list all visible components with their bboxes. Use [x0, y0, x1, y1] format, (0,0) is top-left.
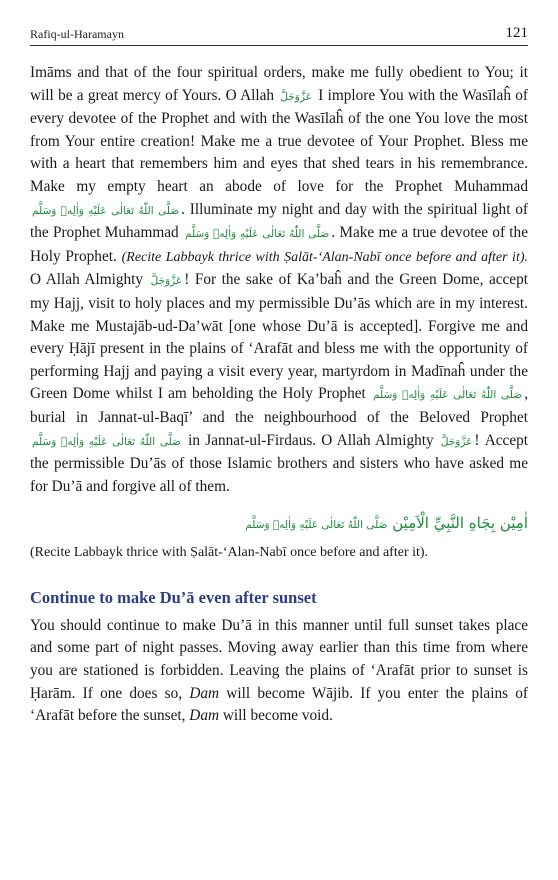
- honorific-azzawajal: عَزَّوَجَلَّ: [150, 275, 183, 288]
- page-body: [30, 62, 528, 728]
- ameen-text: اٰمِيْن بِجَاهِ النَّبِيِّ الْاَمِيْن: [392, 514, 528, 533]
- page-number: 121: [505, 25, 528, 41]
- text-segment: ! Accept the permissible Du’ās of those Islamic brothers and sisters who have asked me for Du’ā and forgive all of them.: [30, 431, 529, 495]
- text-segment: will become void.: [222, 707, 333, 725]
- text-segment: You should continue to make Du’ā in this manner until full sunset takes place and some part of night passes. Moving away earlier than this time from where you are stationed is forbidden. Leaving the plains of ‘Arafāt prior to sunset is Ḥarām. If one does so,: [30, 616, 528, 702]
- text-segment: I implore You with the Wasīlaĥ of every devotee of the Prophet and with the Wasīlaĥ of the one You love the most from Your entire creation! Make me a true devotee of Your Prophet. Bless me with a heart that remembers him and eyes that shed tears in his remembrance. Make my empty heart an abode of love for the Prophet Muhammad: [30, 86, 529, 195]
- text-segment: , burial in Jannat-ul-Baqī’ and the neighbourhood of the Beloved Prophet: [30, 385, 529, 426]
- honorific-sallallahu: صَلَّى اللّٰهُ تَعَالٰى عَلَيْهِ وَاٰلِهٖ وَسَلَّم: [184, 228, 330, 241]
- text-segment: Imāms and that of the four spiritual orders, make me fully obedient to You; it will be a great mercy of Yours. O Allah: [30, 64, 528, 104]
- honorific-azzawajal: عَزَّوَجَلَّ: [280, 90, 312, 103]
- italic-instruction: (Recite Labbayk thrice with Ṣalāt-‘Alan-Nabī once before and after it).: [121, 249, 528, 265]
- running-title: Rafiq-ul-Haramayn: [30, 27, 124, 41]
- honorific-sallallahu: صَلَّى اللّٰهُ تَعَالٰى عَلَيْهِ وَاٰلِهٖ وَسَلَّم: [32, 204, 180, 217]
- section-heading: Continue to make Du’ā even after sunset: [30, 587, 317, 607]
- text-segment: in Jannat-ul-Firdaus. O Allah Almighty: [188, 431, 434, 449]
- section-paragraph: [30, 615, 528, 728]
- ameen-honorific: صَلَّى اللّٰهُ تَعَالٰى عَلَيْهِ وَاٰلِهٖ وَسَلَّم: [245, 519, 388, 532]
- text-segment: will become Wājib. If you enter the plains of ‘Arafāt before the sunset,: [30, 684, 529, 725]
- term-dam: Dam: [189, 707, 220, 725]
- honorific-sallallahu: صَلَّى اللّٰهُ تَعَالٰى عَلَيْهِ وَاٰلِهٖ وَسَلَّم: [373, 389, 523, 402]
- page-header: [30, 18, 528, 46]
- honorific-sallallahu: صَلَّى اللّٰهُ تَعَالٰى عَلَيْهِ وَاٰلِهٖ وَسَلَّم: [32, 435, 181, 448]
- ameen-line: [30, 510, 528, 538]
- text-segment: . Illuminate my night and day with the spiritual light of the Prophet Muhammad: [30, 200, 528, 242]
- term-dam: Dam: [189, 684, 220, 702]
- main-paragraph: [30, 62, 528, 498]
- text-segment: O Allah Almighty: [30, 271, 144, 289]
- honorific-azzawajal: عَزَّوَجَلَّ: [440, 435, 473, 448]
- text-segment: . Make me a true devotee of the Holy Prophet.: [30, 224, 528, 265]
- text-segment: ! For the sake of Ka’baĥ and the Green Dome, accept my Hajj, visit to holy places and my permissible Du’ās which are in my interest. Make me Mustajāb-ud-Da’wāt [one whose Du’ā is accepted]. Forgive me and every Ḥājī present in the plains of ‘Arafāt and bless me with the opportunity of performing Hajj and paying a visit every year, martyrdom in Madīnaĥ under the Green Dome whilst I am beholding the Holy Prophet: [30, 271, 528, 403]
- recitation-note: (Recite Labbayk thrice with Ṣalāt-‘Alan-Nabī once before and after it).: [30, 545, 429, 561]
